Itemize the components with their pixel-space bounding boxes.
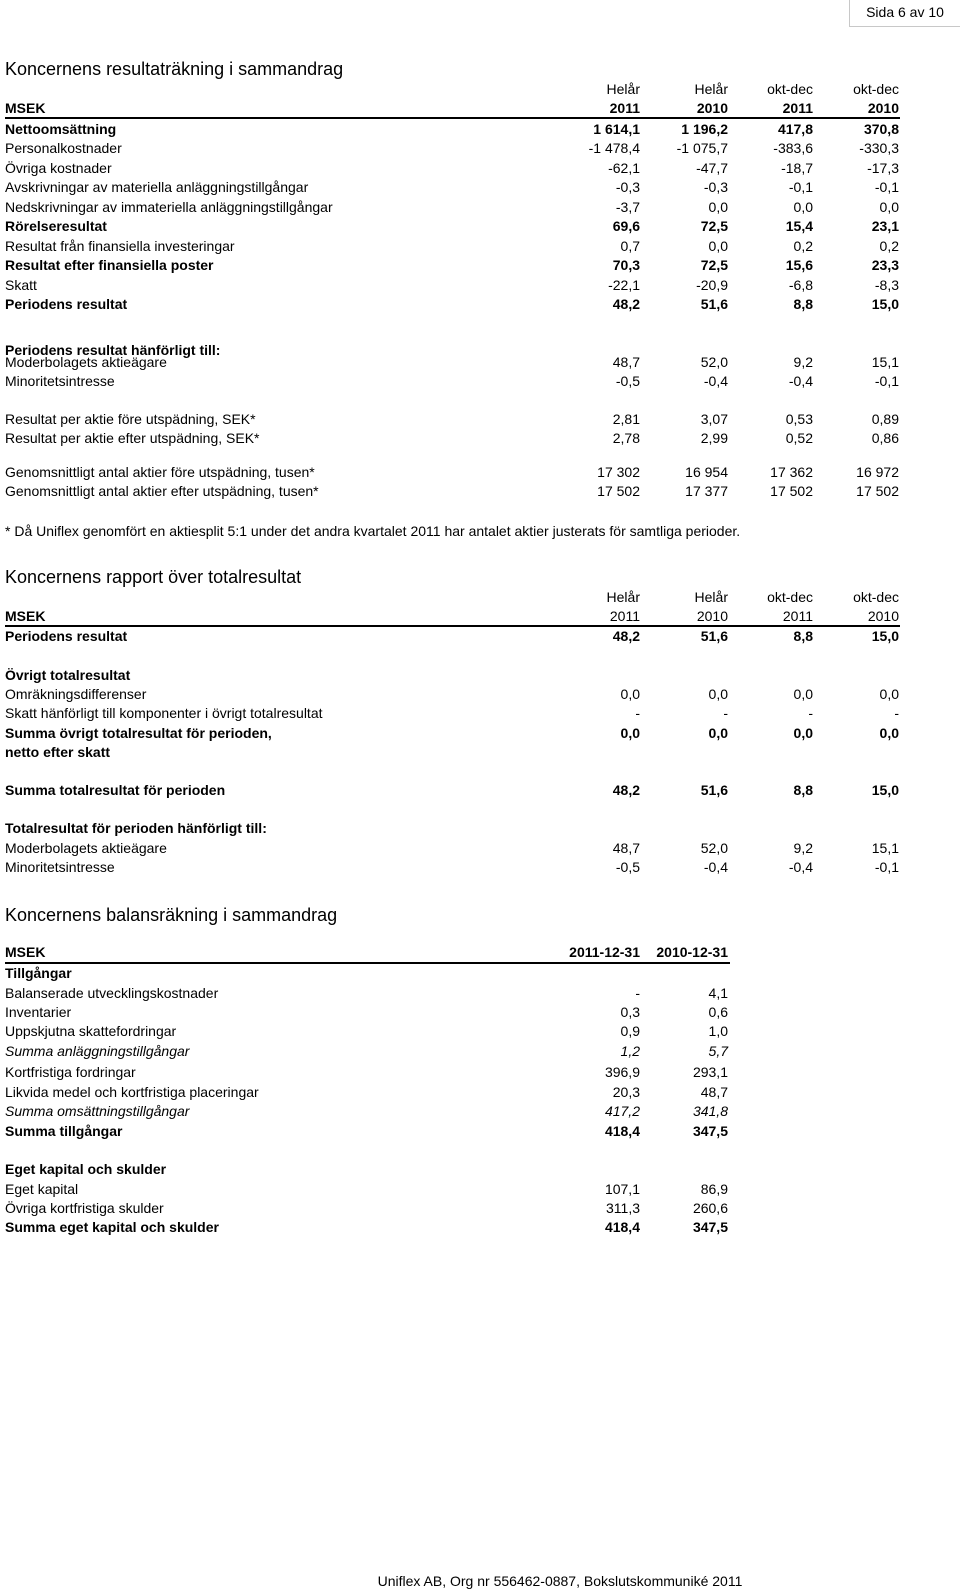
table-row	[0, 984, 960, 1003]
cell: 347,5	[692, 1123, 728, 1139]
cell: -0,4	[788, 859, 813, 875]
cell: 341,8	[692, 1103, 728, 1119]
cell: 260,6	[692, 1200, 728, 1216]
row-label: Nettoomsättning	[5, 121, 117, 137]
cell: 51,6	[700, 296, 728, 312]
cell: 5,7	[708, 1043, 728, 1059]
row-label: Nedskrivningar av immateriella anläggningstillgångar	[5, 199, 333, 215]
assets-title: Tillgångar	[5, 965, 72, 981]
table-row	[0, 463, 960, 482]
cell: -383,6	[773, 140, 813, 156]
row-label: Moderbolagets aktieägare	[5, 840, 167, 856]
income-title: Koncernens resultaträkning i sammandrag	[5, 59, 344, 79]
table-row	[0, 353, 960, 372]
cell: 418,4	[604, 1123, 640, 1139]
cell: 1 614,1	[593, 121, 640, 137]
row-label: Summa övrigt totalresultat för perioden,	[5, 725, 272, 741]
table-row	[0, 217, 960, 236]
cell: -	[808, 705, 813, 721]
table-row	[0, 178, 960, 197]
cell: 0,52	[785, 430, 813, 446]
table-row	[0, 198, 960, 217]
header-rule	[5, 962, 730, 964]
cell: 17 502	[856, 483, 899, 499]
cell: 418,4	[604, 1219, 640, 1235]
cell: 15,6	[785, 257, 813, 273]
cell: 70,3	[612, 257, 640, 273]
cell: 52,0	[700, 840, 728, 856]
col-header: okt-dec	[853, 589, 899, 605]
col-date: 2010-12-31	[656, 944, 728, 960]
row-label: Summa omsättningstillgångar	[5, 1103, 190, 1119]
cell: 69,6	[612, 218, 640, 234]
cell: 417,8	[777, 121, 813, 137]
comprehensive-attributable-title: Totalresultat för perioden hänförligt till:	[5, 820, 267, 836]
cell: 0,0	[793, 686, 813, 702]
cell: 51,6	[700, 782, 728, 798]
cell: -0,1	[874, 179, 899, 195]
cell: 48,7	[700, 1084, 728, 1100]
cell: -0,3	[615, 179, 640, 195]
cell: -1 075,7	[676, 140, 728, 156]
cell: 17 362	[770, 464, 813, 480]
table-row	[0, 256, 960, 275]
cell: 107,1	[604, 1181, 640, 1197]
cell: -0,1	[874, 373, 899, 389]
table-row	[0, 410, 960, 429]
page-number: Sida 6 av 10	[849, 0, 960, 27]
table-row	[0, 858, 960, 877]
unit-label: MSEK	[5, 100, 46, 116]
cell: 15,1	[871, 840, 899, 856]
table-row	[0, 781, 960, 800]
cell: 0,0	[620, 686, 640, 702]
table-row	[0, 1083, 960, 1102]
row-label: Minoritetsintresse	[5, 859, 115, 875]
cell: 8,8	[793, 782, 813, 798]
table-row	[0, 1199, 960, 1218]
cell: -47,7	[696, 160, 728, 176]
row-label: Uppskjutna skattefordringar	[5, 1023, 177, 1039]
row-label: Personalkostnader	[5, 140, 122, 156]
col-year: 2011	[609, 608, 640, 624]
cell: 9,2	[793, 840, 813, 856]
row-label: Resultat från finansiella investeringar	[5, 238, 235, 254]
cell: 0,86	[871, 430, 899, 446]
cell: 0,0	[793, 199, 813, 215]
cell: 347,5	[692, 1219, 728, 1235]
col-header: Helår	[694, 589, 728, 605]
table-row	[0, 120, 960, 139]
cell: -1 478,4	[588, 140, 640, 156]
cell: 3,07	[700, 411, 728, 427]
row-label: Genomsnittligt antal aktier efter utspädning, tusen*	[5, 483, 319, 499]
col-header: okt-dec	[767, 81, 813, 97]
cell: 15,0	[871, 628, 899, 644]
cell: 8,8	[793, 628, 813, 644]
row-label: Inventarier	[5, 1004, 72, 1020]
cell: -8,3	[874, 277, 899, 293]
cell: -0,4	[788, 373, 813, 389]
row-label: Summa totalresultat för perioden	[5, 782, 226, 798]
comprehensive-column-header	[0, 588, 960, 628]
income-attributable-title: Periodens resultat hänförligt till:	[5, 342, 221, 358]
cell: 8,8	[793, 296, 813, 312]
row-label: Resultat efter finansiella poster	[5, 257, 214, 273]
table-row	[0, 1042, 960, 1061]
row-label: Eget kapital	[5, 1181, 79, 1197]
cell: 396,9	[604, 1064, 640, 1080]
unit-label: MSEK	[5, 608, 46, 624]
cell: 72,5	[700, 257, 728, 273]
row-label: Rörelseresultat	[5, 218, 107, 234]
table-row	[0, 1180, 960, 1199]
other-total-title: Övrigt totalresultat	[5, 667, 131, 683]
row-label: Avskrivningar av materiella anläggningstillgångar	[5, 179, 309, 195]
row-label: Balanserade utvecklingskostnader	[5, 985, 219, 1001]
cell: 417,2	[604, 1103, 640, 1119]
row-label-cont: netto efter skatt	[5, 744, 111, 760]
table-row	[0, 839, 960, 858]
row-label: Periodens resultat	[5, 628, 128, 644]
cell: 48,7	[612, 840, 640, 856]
table-row	[0, 1102, 960, 1121]
cell: -	[723, 705, 728, 721]
cell: -3,7	[615, 199, 640, 215]
cell: 2,78	[612, 430, 640, 446]
cell: 0,0	[879, 725, 899, 741]
cell: -6,8	[788, 277, 813, 293]
cell: 0,0	[708, 238, 728, 254]
table-row	[0, 482, 960, 501]
cell: 51,6	[700, 628, 728, 644]
col-date: 2011-12-31	[569, 944, 640, 960]
col-year: 2011	[782, 608, 813, 624]
cell: 1 196,2	[681, 121, 728, 137]
col-header: okt-dec	[767, 589, 813, 605]
col-year: 2011	[782, 100, 813, 116]
row-label: Övriga kortfristiga skulder	[5, 1200, 164, 1216]
cell: 0,2	[879, 238, 899, 254]
table-row	[0, 724, 960, 764]
table-row	[0, 1063, 960, 1082]
row-label: Omräkningsdifferenser	[5, 686, 147, 702]
table-row	[0, 1218, 960, 1237]
cell: 293,1	[692, 1064, 728, 1080]
table-row	[0, 1022, 960, 1041]
row-label: Resultat per aktie före utspädning, SEK*	[5, 411, 256, 427]
cell: -17,3	[867, 160, 899, 176]
cell: -0,1	[874, 859, 899, 875]
cell: 0,0	[620, 725, 640, 741]
col-header: okt-dec	[853, 81, 899, 97]
table-row	[0, 372, 960, 391]
cell: 9,2	[793, 354, 813, 370]
row-label: Summa eget kapital och skulder	[5, 1219, 219, 1235]
table-row	[0, 1003, 960, 1022]
cell: 0,3	[620, 1004, 640, 1020]
cell: 0,0	[879, 199, 899, 215]
split-footnote: * Då Uniflex genomfört en aktiesplit 5:1 under det andra kvartalet 2011 har antalet aktier justerats för samtliga perioder.	[5, 523, 741, 539]
cell: 23,3	[871, 257, 899, 273]
cell: 15,0	[871, 296, 899, 312]
cell: -330,3	[859, 140, 899, 156]
cell: 48,7	[612, 354, 640, 370]
balance-title: Koncernens balansräkning i sammandrag	[5, 905, 338, 925]
col-header: Helår	[606, 81, 640, 97]
cell: -0,1	[788, 179, 813, 195]
col-year: 2011	[609, 100, 640, 116]
cell: 311,3	[606, 1200, 640, 1216]
cell: 0,53	[785, 411, 813, 427]
row-label: Övriga kostnader	[5, 160, 112, 176]
cell: 48,2	[612, 628, 640, 644]
row-label: Skatt	[5, 277, 37, 293]
equity-title: Eget kapital och skulder	[5, 1161, 167, 1177]
cell: 2,81	[612, 411, 640, 427]
cell: 48,2	[612, 782, 640, 798]
cell: 1,0	[708, 1023, 728, 1039]
cell: 0,0	[708, 199, 728, 215]
cell: 0,2	[793, 238, 813, 254]
row-label: Skatt hänförligt till komponenter i övrigt totalresultat	[5, 705, 323, 721]
table-row	[0, 1122, 960, 1141]
table-row	[0, 276, 960, 295]
header-rule	[5, 117, 900, 119]
cell: 17 502	[770, 483, 813, 499]
cell: 15,4	[785, 218, 813, 234]
row-label: Summa tillgångar	[5, 1123, 123, 1139]
cell: -0,4	[703, 373, 728, 389]
table-row	[0, 159, 960, 178]
table-row	[0, 704, 960, 723]
cell: -0,3	[703, 179, 728, 195]
col-header: Helår	[606, 589, 640, 605]
cell: 0,0	[793, 725, 813, 741]
cell: 16 954	[685, 464, 728, 480]
row-label: Moderbolagets aktieägare	[5, 354, 167, 370]
table-row	[0, 237, 960, 256]
table-row	[0, 627, 960, 646]
cell: 0,0	[708, 686, 728, 702]
cell: 15,1	[871, 354, 899, 370]
cell: 0,89	[871, 411, 899, 427]
unit-label: MSEK	[5, 944, 46, 960]
cell: -0,5	[615, 859, 640, 875]
cell: -	[635, 985, 640, 1001]
cell: 52,0	[700, 354, 728, 370]
cell: 0,0	[879, 686, 899, 702]
cell: 48,2	[612, 296, 640, 312]
row-label: Summa anläggningstillgångar	[5, 1043, 190, 1059]
cell: -	[894, 705, 899, 721]
balance-column-header	[0, 943, 960, 962]
cell: -	[635, 705, 640, 721]
col-header: Helår	[694, 81, 728, 97]
cell: -18,7	[781, 160, 813, 176]
cell: 23,1	[871, 218, 899, 234]
row-label: Genomsnittligt antal aktier före utspädning, tusen*	[5, 464, 315, 480]
cell: -0,4	[703, 859, 728, 875]
cell: 86,9	[700, 1181, 728, 1197]
cell: 1,2	[620, 1043, 640, 1059]
table-row	[0, 685, 960, 704]
cell: 17 377	[685, 483, 728, 499]
row-label: Minoritetsintresse	[5, 373, 115, 389]
cell: 2,99	[700, 430, 728, 446]
table-row	[0, 295, 960, 314]
cell: 0,6	[708, 1004, 728, 1020]
col-year: 2010	[867, 608, 899, 624]
cell: -0,5	[615, 373, 640, 389]
income-column-header	[0, 80, 960, 120]
row-label: Kortfristiga fordringar	[5, 1064, 136, 1080]
table-row	[0, 139, 960, 158]
cell: 17 302	[597, 464, 640, 480]
row-label: Likvida medel och kortfristiga placeringar	[5, 1084, 259, 1100]
comprehensive-title: Koncernens rapport över totalresultat	[5, 567, 302, 587]
col-year: 2010	[696, 100, 728, 116]
cell: -22,1	[608, 277, 640, 293]
table-row	[0, 429, 960, 448]
cell: -62,1	[608, 160, 640, 176]
cell: 72,5	[700, 218, 728, 234]
cell: 20,3	[612, 1084, 640, 1100]
cell: 370,8	[863, 121, 899, 137]
row-label: Resultat per aktie efter utspädning, SEK*	[5, 430, 260, 446]
row-label: Periodens resultat	[5, 296, 128, 312]
cell: 0,0	[708, 725, 728, 741]
cell: 15,0	[871, 782, 899, 798]
col-year: 2010	[867, 100, 899, 116]
cell: 17 502	[597, 483, 640, 499]
cell: 0,7	[620, 238, 640, 254]
page-footer: Uniflex AB, Org nr 556462-0887, Bokslutskommuniké 2011	[377, 1573, 743, 1589]
cell: 4,1	[708, 985, 728, 1001]
cell: 16 972	[856, 464, 899, 480]
col-year: 2010	[696, 608, 728, 624]
cell: 0,9	[620, 1023, 640, 1039]
cell: -20,9	[696, 277, 728, 293]
